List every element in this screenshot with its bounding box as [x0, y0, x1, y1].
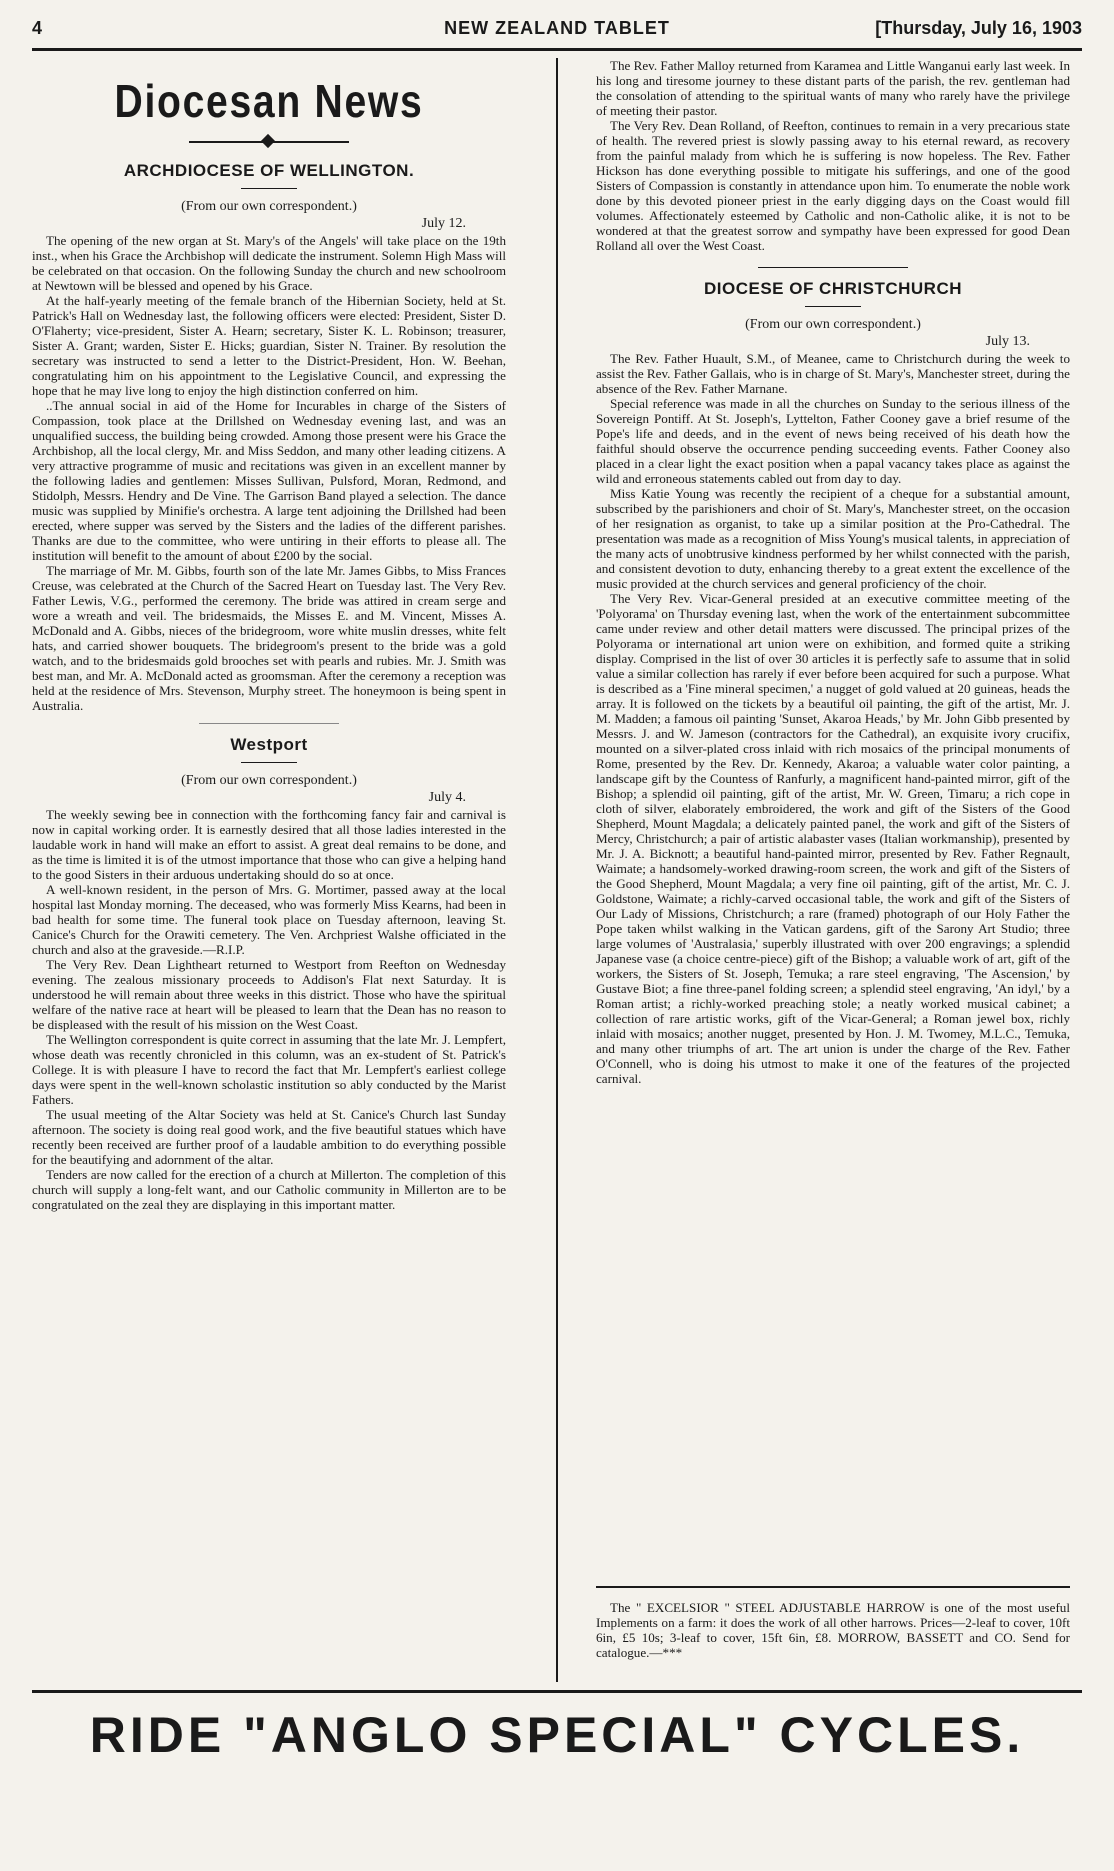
heading-rule: [805, 306, 861, 307]
left-column: [32, 58, 506, 1212]
westport-byline: (From our own correspondent.): [181, 773, 357, 788]
christchurch-paragraph: Miss Katie Young was recently the recipient of a cheque for a substantial amount, subscribed by the parishioners and choir of St. Mary's, Manchester street, on the occasion of her resignation as organist, to take up a similar position at the Pro-Cathedral. The presentation was made as a recognition of Miss Young's musical talents, in appreciation of the many acts of unobtrusive kindness performed by her whilst connected with the parish, and consistent devotion to duty, enhancing thereby to a great extent the excellence of the music provided at the church services and general proficiency of the choir.: [596, 486, 1070, 591]
christchurch-heading: DIOCESE OF CHRISTCHURCH: [703, 279, 962, 298]
column-divider: [556, 58, 558, 1682]
westport-paragraph: A well-known resident, in the person of Mrs. G. Mortimer, passed away at the local hospital last Monday morning. The deceased, who was formerly Miss Kearns, had been in bad health for some time. The funeral took place on Tuesday afternoon, leaving St. Canice's Church for the Orawiti cemetery. The Ven. Archpriest Walshe officiated in the church and also at the graveside.—R.I.P.: [32, 882, 506, 957]
wellington-paragraph: The marriage of Mr. M. Gibbs, fourth son of the late Mr. James Gibbs, to Miss Frances Creuse, was celebrated at the Church of the Sacred Heart on Tuesday last. The Very Rev. Father Lewis, V.G., performed the ceremony. The bride was attired in cream serge and wore a wreath and veil. The bridesmaids, the Misses E. and M. Vincent, Misses A. McDonald and A. Gibbs, nieces of the bridegroom, wore white muslin dresses, white felt hats, and carried shower bouquets. The bridegroom's present to the bride was a gold watch, and to the bridesmaids gold brooches set with pearls and rubies. Mr. J. Smith was best man, and Mr. A. McDonald acted as groomsman. After the ceremony a reception was held at the residence of Mrs. Stevenson, Murphy street. The honeymoon is being spent in Australia.: [32, 563, 506, 713]
footer-banner: RIDE "ANGLO SPECIAL" CYCLES.: [89, 1707, 1025, 1763]
wellington-paragraph: At the half-yearly meeting of the female branch of the Hibernian Society, held at St. Patrick's Hall on Wednesday last, the following officers were elected: President, Sister D. O'Flaherty; vice-president, Sister A. Hearn; secretary, Sister K. L. Robinson; treasurer, Sister A. Grant; warden, Sister E. Hicks; guardian, Sister N. Trainer. By resolution the secretary was instructed to send a letter to the District-President, Hon. W. Beehan, congratulating him on his appointment to the Legislative Council, and expressing the hope that he may live long to enjoy the high distinction conferred on him.: [32, 293, 506, 398]
footer-rule: [32, 1690, 1082, 1693]
diamond-rule: [189, 136, 349, 148]
westport-paragraph: The usual meeting of the Altar Society was held at St. Canice's Church last Sunday afternoon. The society is doing real good work, and the five beautiful statues which have recently been received are further proof of a laudable ambition to do everything possible for the beautifying and adornment of the altar.: [32, 1107, 506, 1167]
wellington-continued-paragraph: The Rev. Father Malloy returned from Karamea and Little Wanganui early last week. In his long and tiresome journey to these distant parts of the parish, the rev. gentleman had the consolation of attending to the spiritual wants of many who rarely have the privilege of meeting their pastor.: [596, 58, 1070, 118]
wellington-date: July 12.: [421, 216, 466, 231]
wellington-paragraph: ..The annual social in aid of the Home for Incurables in charge of the Sisters of Compassion, took place at the Drillshed on Wednesday evening last, and was an unqualified success, the building being crowded. Among those present were his Grace the Archbishop, all the local clergy, Mr. and Miss Seddon, and many other leading citizens. A very attractive programme of music and recitations was given in an excellent manner by the following ladies and gentlemen: Misses Sullivan, Pulsford, Moran, Redmond, and Stidolph, Messrs. Hendry and De Vine. The Garrison Band played a selection. The dance music was supplied by Minifie's orchestra. A large tent adjoining the Drillshed had been erected, where supper was served by the Sisters and the ladies of the different parishes. Thanks are due to the committee, who were untiring in their efforts to please all. The institution will benefit to the amount of about £200 by the social.: [32, 398, 506, 563]
wellington-continued-paragraph: The Very Rev. Dean Rolland, of Reefton, continues to remain in a very precarious state of health. The revered priest is slowly passing away to his eternal reward, as recovery from the painful malady from which he is suffering is now hopeless. The Rev. Father Hickson has done everything possible to mitigate his sufferings, and one of the good Sisters of Compassion is constantly in attendance upon him. To enumerate the noble work done by this devoted pioneer priest in the early digging days on the Coast would fill volumes. Affectionately esteemed by Catholic and non-Catholic alike, it is not to be wondered at that the greatest sorrow and sympathy have been expressed for good Dean Rolland all over the West Coast.: [596, 118, 1070, 253]
publication-title: NEW ZEALAND TABLET: [444, 18, 670, 38]
advert-text: The " EXCELSIOR " STEEL ADJUSTABLE HARROW is one of the most useful Implements on a farm: it does the work of all other harrows. Prices—2-leaf to cover, 10ft 6in, £5 10s; 3-leaf to cover, 15ft 6in, £8. MORROW, BASSETT and CO. Send for catalogue.—***: [596, 1600, 1070, 1660]
page-number: 4: [32, 18, 43, 38]
christchurch-paragraph: The Rev. Father Huault, S.M., of Meanee, came to Christchurch during the week to assist the Rev. Father Gallais, who is in charge of St. Mary's, Manchester street, during the absence of the Rev. Father Marnane.: [596, 351, 1070, 396]
westport-paragraph: The Very Rev. Dean Lightheart returned to Westport from Reefton on Wednesday evening. The zealous missionary proceeds to Addison's Flat next Saturday. It is understood he will remain about three weeks in this district. Those who have the spiritual welfare of the native race at heart will be pleased to learn that the Dean has no reason to be displeased with the result of his mission on the West Coast.: [32, 957, 506, 1032]
westport-heading: Westport: [230, 735, 308, 754]
section-title: Diocesan News: [114, 75, 424, 127]
heading-rule: [241, 762, 297, 763]
christchurch-byline: (From our own correspondent.): [745, 317, 921, 332]
wellington-paragraph: The opening of the new organ at St. Mary's of the Angels' will take place on the 19th inst., when his Grace the Archbishop will dedicate the instrument. Solemn High Mass will be celebrated on that occasion. On the following Sunday the church and new schoolroom at Newtown will be blessed and opened by his Grace.: [32, 233, 506, 293]
wellington-byline: (From our own correspondent.): [181, 199, 357, 214]
harrow-advertisement: [596, 1600, 1070, 1660]
issue-date: [Thursday, July 16, 1903: [875, 18, 1082, 38]
westport-paragraph: Tenders are now called for the erection of a church at Millerton. The completion of this church will supply a long-felt want, and our Catholic community in Millerton are to be congratulated on the zeal they are displaying in this important matter.: [32, 1167, 506, 1212]
right-column: [596, 58, 1070, 1086]
westport-date: July 4.: [428, 790, 466, 805]
diamond-ornament-icon: [261, 134, 275, 148]
christchurch-date: July 13.: [985, 334, 1030, 349]
section-rule: [758, 267, 908, 268]
section-end-rule: [199, 723, 339, 724]
christchurch-paragraph: Special reference was made in all the churches on Sunday to the serious illness of the Sovereign Pontiff. At St. Joseph's, Lyttelton, Father Cooney gave a brief resume of the Pope's life and deeds, and in the event of news being received of his death how the faithful should observe the occurrence pending succeeding events. Father Cooney also placed in a clear light the exact position when a papal vacancy takes place as against the wild and erroneous statements cabled out from day to day.: [596, 396, 1070, 486]
christchurch-paragraph: The Very Rev. Vicar-General presided at an executive committee meeting of the 'Polyorama' on Thursday evening last, when the work of the entertainment subcommittee came under review and other detail matters were discussed. The principal prizes of the Polyorama or international art union were on exhibition, and formed quite a striking display. Comprised in the list of over 30 articles it is perfectly safe to assume that in solid value a similar collection has rarely if ever before been acquired for such a purpose. What is described as a 'Fine mineral specimen,' a nugget of gold valued at 20 guineas, heads the array. It is followed on the tickets by a beautiful oil painting, the gift of the artist, Mr. J. M. Madden; a famous oil painting 'Sunset, Akaroa Heads,' by Mr. John Gibb presented by Messrs. J. and W. Jameson (contractors for the Cathedral), an exquisite ivory crucifix, mounted on a silver-plated cross inlaid with rich mosaics of the principal monuments of Rome, presented by the Rev. Dr. Kennedy, Akaroa; a valuable water color painting, a landscape gift by the Countess of Ranfurly, a magnificent hand-painted mirror, gift of the Bishop; a splendid oil painting, gift of the artist, Mr. W. Green, Timaru; a rich cope in cloth of silver, elaborately embroidered, the work and gift of the Sisters of the Good Shepherd, Mount Magdala; a delicately painted panel, the work and gift of the Sisters of Mercy, Christchurch; a pair of artistic alabaster vases (Italian workmanship), presented by Mr. J. A. Bicknott; a beautiful hand-painted mirror, presented by Rev. Father Regnault, Waimate; a handsomely-worked drawing-room screen, the work and gift of the Sisters of the Good Shepherd, Mount Magdala; a very fine oil painting, gift of the artist, Mr. C. J. Goldstone, Waimate; a richly-carved occasional table, the work and gift of the Sisters of Our Lady of Missions, Christchurch; a rare (framed) photograph of our Holy Father the Pope taken whilst walking in the Vatican gardens, gift of the Sarony Art Studio; three large volumes of 'Australasia,' superbly illustrated with over 200 engravings; a splendid Japanese vase (a choice centre-piece) gift of the Bishop; a valuable work of art, gift of the workers, the Sisters of St. Joseph, Temuka; a rare steel engraving, 'The Ascension,' by Gustave Biot; a fine three-panel folding screen; a splendid steel engraving, 'An idyl,' by a Roman artist; a richly-worked preaching stole; a neatly worked musical cabinet; a collection of rare artistic works, gift of the Vicar-General; a Roman jewel box, richly inlaid with mosaics; another nugget, presented by Hon. J. M. Twomey, M.L.C., Temuka, and many other triumphs of art. The art union is under the charge of the Rev. Father O'Connell, who is doing his utmost to make it one of the features of the projected carnival.: [596, 591, 1070, 1086]
wellington-heading: ARCHDIOCESE OF WELLINGTON.: [123, 161, 415, 180]
page-header: [32, 12, 1082, 51]
heading-rule: [241, 188, 297, 189]
advert-rule: [596, 1586, 1070, 1588]
westport-paragraph: The Wellington correspondent is quite correct in assuming that the late Mr. J. Lempfert, whose death was recently chronicled in this column, was an ex-student of St. Patrick's College. It is with pleasure I have to record the fact that Mr. Lempfert's earliest college days were spent in the well-known scholastic institution so ably conducted by the Marist Fathers.: [32, 1032, 506, 1107]
westport-paragraph: The weekly sewing bee in connection with the forthcoming fancy fair and carnival is now in capital working order. It is earnestly desired that all those ladies interested in the laudable work in hand will make an effort to assist. A great deal remains to be done, and as the time is limited it is of the utmost importance that those who can give a helping hand to the good Sisters in their arduous undertaking should do so at once.: [32, 807, 506, 882]
